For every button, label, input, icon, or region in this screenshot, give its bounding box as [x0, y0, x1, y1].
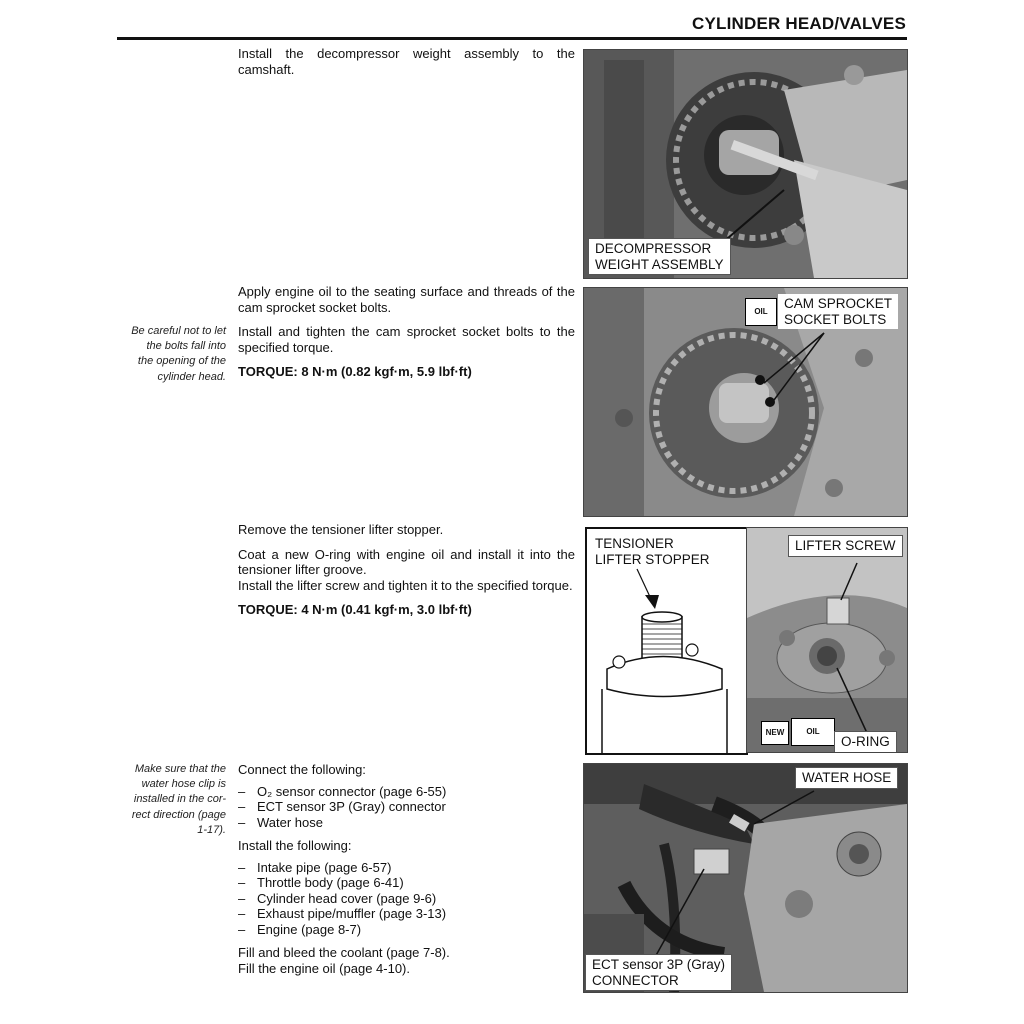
- list-item: – O₂ sensor connector (page 6-55): [238, 784, 575, 800]
- callout-line: WEIGHT ASSEMBLY: [595, 256, 724, 272]
- socket-bolts-callout: [778, 294, 898, 329]
- step1-instruction: Install the decompressor weight assembly to the camshaft.: [238, 46, 575, 77]
- step3-text-block: [238, 522, 575, 618]
- step3-instruction-remove: Remove the tensioner lifter stopper.: [238, 522, 444, 537]
- oil-can-icon: [745, 298, 777, 326]
- list-item: – Cylinder head cover (page 9-6): [238, 891, 575, 907]
- new-part-icon: [761, 721, 789, 745]
- oil-can-icon: [791, 718, 835, 746]
- step3-instruction-oring: Coat a new O-ring with engine oil and install it into the tensioner lifter groove.: [238, 546, 575, 577]
- note-line: rect direction (page: [131, 808, 226, 821]
- new-icon-label: NEW: [765, 728, 785, 737]
- o-ring-callout: O-RING: [834, 731, 897, 753]
- note-line: the opening of the: [137, 355, 226, 368]
- install-heading: Install the following:: [238, 838, 352, 853]
- water-hose-photo: [583, 763, 908, 993]
- connect-list: [238, 784, 575, 831]
- install-list: [238, 860, 575, 938]
- step2-instruction-oil: Apply engine oil to the seating surface and threads of the cam sprocket socket bolts.: [238, 284, 575, 315]
- step3-torque: TORQUE: 4 N·m (0.41 kgf·m, 3.0 lbf·ft): [238, 602, 472, 617]
- list-item: – Water hose: [238, 815, 575, 831]
- step2-torque: TORQUE: 8 N·m (0.82 kgf·m, 5.9 lbf·ft): [238, 364, 472, 379]
- step4-text-block: [238, 762, 575, 976]
- step4-caution-note: [110, 762, 226, 838]
- note-line: water hose clip is: [141, 778, 226, 791]
- decompressor-callout: [588, 238, 731, 275]
- note-line: Make sure that the: [134, 763, 226, 775]
- lifter-screw-photo: [746, 527, 908, 753]
- connect-heading: Connect the following:: [238, 762, 366, 777]
- callout-line: DECOMPRESSOR: [595, 241, 712, 256]
- lifter-screw-callout: LIFTER SCREW: [788, 535, 903, 557]
- water-hose-callout: WATER HOSE: [795, 767, 898, 789]
- note-line: Be careful not to let: [131, 325, 226, 337]
- callout-line: TENSIONER: [595, 536, 674, 551]
- page-header-title: CYLINDER HEAD/VALVES: [691, 14, 906, 33]
- cam-sprocket-photo: [583, 287, 908, 517]
- list-item: – Engine (page 8-7): [238, 922, 575, 938]
- decompressor-photo: [583, 49, 908, 279]
- callout-line: SOCKET BOLTS: [784, 311, 887, 327]
- list-item: – Intake pipe (page 6-57): [238, 860, 575, 876]
- oil-icon-label: OIL: [754, 307, 768, 316]
- tensioner-stopper-diagram: [585, 527, 748, 755]
- header-rule: [117, 37, 907, 40]
- coolant-instruction: Fill and bleed the coolant (page 7-8).: [238, 945, 450, 960]
- callout-line: ECT sensor 3P (Gray): [592, 957, 726, 972]
- step1-text-block: [238, 46, 575, 77]
- step2-text-block: [238, 284, 575, 380]
- callout-line: CAM SPROCKET: [784, 296, 893, 311]
- note-line: installed in the cor-: [133, 793, 226, 806]
- callout-line: LIFTER STOPPER: [595, 551, 710, 567]
- note-line: cylinder head.: [157, 370, 226, 383]
- note-line: the bolts fall into: [146, 340, 226, 353]
- step2-caution-note: [110, 324, 226, 385]
- callout-line: CONNECTOR: [592, 972, 679, 988]
- list-item: – Exhaust pipe/muffler (page 3-13): [238, 906, 575, 922]
- stopper-line-art: [587, 529, 746, 753]
- engine-oil-instruction: Fill the engine oil (page 4-10).: [238, 960, 410, 976]
- oil-icon-label: OIL: [806, 727, 820, 736]
- ect-connector-callout: [585, 954, 732, 991]
- list-item: – Throttle body (page 6-41): [238, 875, 575, 891]
- step3-instruction-screw: Install the lifter screw and tighten it to the specified torque.: [238, 577, 573, 593]
- step2-instruction-tighten: Install and tighten the cam sprocket socket bolts to the specified torque.: [238, 324, 575, 355]
- list-item: – ECT sensor 3P (Gray) connector: [238, 799, 575, 815]
- note-line: 1-17).: [197, 823, 226, 836]
